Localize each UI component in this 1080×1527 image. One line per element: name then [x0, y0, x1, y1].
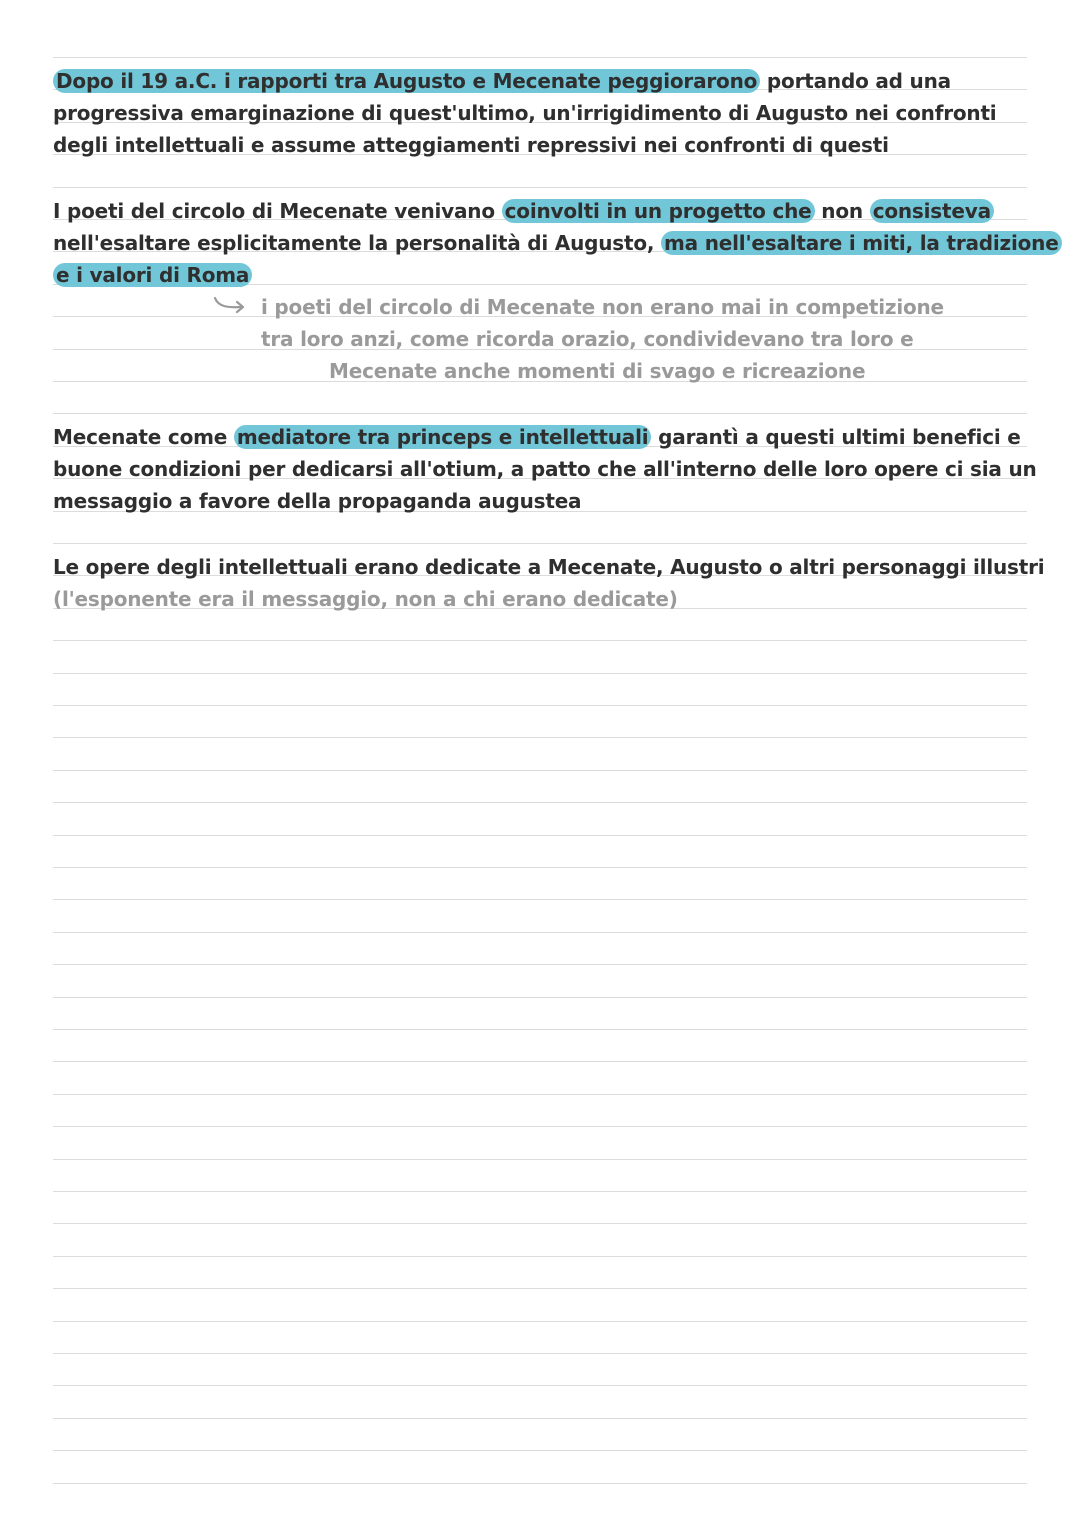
highlight: mediatore tra princeps e intellettuali [234, 425, 652, 449]
highlight: e i valori di Roma [53, 263, 252, 287]
ruled-line [53, 1191, 1027, 1192]
ruled-line [53, 413, 1027, 414]
ruled-line [53, 1256, 1027, 1257]
paragraph-3-line-1: Mecenate come mediatore tra princeps e intellettuali garantì a questi ultimi benefici e [53, 425, 1021, 449]
paragraph-1-line-1: Dopo il 19 a.C. i rapporti tra Augusto e Mecenate peggiorarono portando ad una [53, 66, 951, 96]
paragraph-4-line-1: Le opere degli intellettuali erano dedicate a Mecenate, Augusto o altri personaggi illustri [53, 555, 1045, 579]
paragraph-2-line-3 [53, 260, 252, 290]
note-line-1: i poeti del circolo di Mecenate non erano mai in competizione [261, 295, 944, 319]
ruled-line [53, 705, 1027, 706]
ruled-line [53, 543, 1027, 544]
ruled-line [53, 640, 1027, 641]
ruled-line [53, 1029, 1027, 1030]
ruled-line [53, 835, 1027, 836]
ruled-line [53, 932, 1027, 933]
paragraph-3-line-2: buone condizioni per dedicarsi all'otium, a patto che all'interno delle loro opere ci sia un [53, 457, 1037, 481]
paragraph-1-line-3: degli intellettuali e assume atteggiamenti repressivi nei confronti di questi [53, 133, 889, 157]
ruled-line [53, 1288, 1027, 1289]
ruled-line [53, 1483, 1027, 1484]
note-line-3: Mecenate anche momenti di svago e ricreazione [329, 359, 866, 383]
paragraph-2-line-2: nell'esaltare esplicitamente la personalità di Augusto, ma nell'esaltare i miti, la tradizione [53, 228, 1062, 258]
ruled-line [53, 1321, 1027, 1322]
ruled-line [53, 1450, 1027, 1451]
highlight: coinvolti in un progetto che [502, 199, 815, 223]
ruled-line [53, 1094, 1027, 1095]
paragraph-3-line-3: messaggio a favore della propaganda augustea [53, 489, 582, 513]
ruled-line [53, 1385, 1027, 1386]
ruled-line [53, 802, 1027, 803]
ruled-line [53, 57, 1027, 58]
ruled-line [53, 770, 1027, 771]
highlight: Dopo il 19 a.C. i rapporti tra Augusto e Mecenate peggiorarono [53, 69, 760, 93]
ruled-line [53, 899, 1027, 900]
ruled-line [53, 1353, 1027, 1354]
ruled-line [53, 997, 1027, 998]
paragraph-2-line-1: I poeti del circolo di Mecenate venivano coinvolti in un progetto che non consisteva [53, 196, 994, 226]
curved-arrow-right-icon [212, 294, 248, 316]
highlight: consisteva [870, 199, 994, 223]
note-line-2: tra loro anzi, come ricorda orazio, condividevano tra loro e [261, 327, 914, 351]
ruled-line [53, 187, 1027, 188]
ruled-line [53, 673, 1027, 674]
ruled-line [53, 1126, 1027, 1127]
ruled-line [53, 737, 1027, 738]
ruled-line [53, 964, 1027, 965]
ruled-line [53, 867, 1027, 868]
ruled-line [53, 1223, 1027, 1224]
ruled-line [53, 1418, 1027, 1419]
ruled-line [53, 1061, 1027, 1062]
paragraph-4-line-2: (l'esponente era il messaggio, non a chi erano dedicate) [53, 587, 678, 611]
paragraph-1-line-2: progressiva emarginazione di quest'ultimo, un'irrigidimento di Augusto nei confronti [53, 101, 997, 125]
highlight: ma nell'esaltare i miti, la tradizione [661, 231, 1062, 255]
ruled-line [53, 1159, 1027, 1160]
